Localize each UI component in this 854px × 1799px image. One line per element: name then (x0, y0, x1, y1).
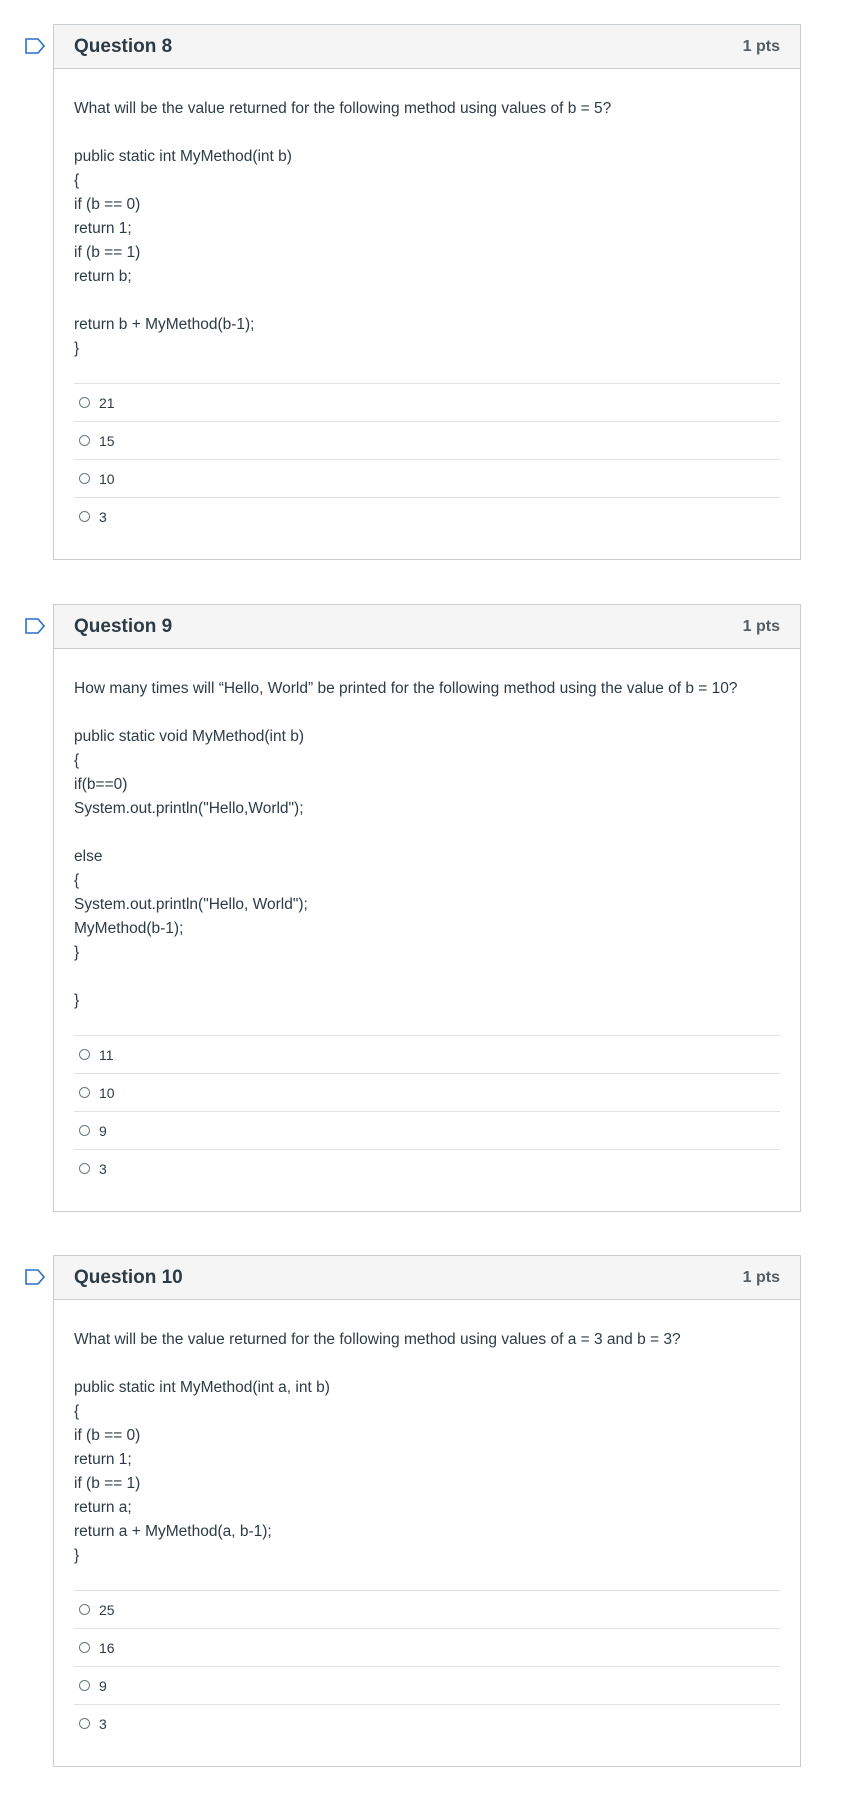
code-line: { (74, 752, 80, 769)
answer-option[interactable] (74, 1591, 780, 1629)
answer-label: 10 (99, 470, 115, 487)
code-block (74, 1376, 780, 1568)
answer-option[interactable] (74, 1150, 780, 1187)
flag-question-icon[interactable] (25, 38, 45, 54)
code-line (74, 965, 780, 989)
code-line: MyMethod(b-1); (74, 920, 184, 937)
code-line (74, 289, 780, 313)
question-header (54, 605, 800, 649)
radio-button[interactable] (79, 1163, 90, 1174)
answer-option[interactable] (74, 1629, 780, 1667)
question-header (54, 25, 800, 69)
answer-list (74, 1035, 780, 1187)
question-prompt: What will be the value returned for the following method using values of b = 5? (74, 100, 612, 117)
answer-label: 11 (99, 1046, 114, 1063)
code-line (74, 821, 780, 845)
radio-button[interactable] (79, 1125, 90, 1136)
answer-label: 25 (99, 1601, 115, 1618)
question-card (53, 1255, 801, 1767)
radio-button[interactable] (79, 435, 90, 446)
flag-question-icon[interactable] (25, 618, 45, 634)
question-body (54, 1300, 800, 1764)
answer-option[interactable] (74, 1074, 780, 1112)
answer-label: 9 (99, 1122, 107, 1139)
flag-question-icon[interactable] (25, 1269, 45, 1285)
question-card (53, 604, 801, 1212)
question-body (54, 69, 800, 557)
code-line: public static int MyMethod(int b) (74, 148, 292, 165)
answer-label: 3 (99, 1715, 107, 1732)
code-line: { (74, 872, 80, 889)
radio-button[interactable] (79, 1049, 90, 1060)
answer-list (74, 383, 780, 535)
radio-button[interactable] (79, 397, 90, 408)
question-prompt: What will be the value returned for the following method using values of a = 3 and b = 3? (74, 1331, 681, 1348)
radio-button[interactable] (79, 1718, 90, 1729)
code-line: public static void MyMethod(int b) (74, 728, 305, 745)
question-prompt: How many times will “Hello, World” be printed for the following method using the value of b = 10? (74, 680, 738, 697)
code-line: return a + MyMethod(a, b-1); (74, 1523, 272, 1540)
answer-option[interactable] (74, 384, 780, 422)
answer-option[interactable] (74, 498, 780, 535)
code-line: return 1; (74, 1451, 132, 1468)
radio-button[interactable] (79, 1680, 90, 1691)
answer-option[interactable] (74, 1667, 780, 1705)
code-line: System.out.println("Hello, World"); (74, 896, 308, 913)
code-line: } (74, 992, 80, 1009)
question-points: 1 pts (742, 1268, 780, 1286)
code-line: return 1; (74, 220, 132, 237)
answer-option[interactable] (74, 1112, 780, 1150)
code-line: return a; (74, 1499, 132, 1516)
radio-button[interactable] (79, 473, 90, 484)
code-block (74, 725, 780, 1013)
code-line: if (b == 0) (74, 196, 141, 213)
code-line: } (74, 1547, 80, 1564)
answer-list (74, 1590, 780, 1742)
code-line: return b + MyMethod(b-1); (74, 316, 255, 333)
radio-button[interactable] (79, 511, 90, 522)
code-line: if (b == 1) (74, 244, 141, 261)
code-line: public static int MyMethod(int a, int b) (74, 1379, 330, 1396)
code-line: return b; (74, 268, 132, 285)
code-block (74, 145, 780, 361)
code-line: if(b==0) (74, 776, 128, 793)
question-body (54, 649, 800, 1209)
code-line: System.out.println("Hello,World"); (74, 800, 304, 817)
radio-button[interactable] (79, 1642, 90, 1653)
answer-option[interactable] (74, 460, 780, 498)
answer-label: 15 (99, 432, 115, 449)
radio-button[interactable] (79, 1087, 90, 1098)
answer-label: 10 (99, 1084, 115, 1101)
code-line: if (b == 1) (74, 1475, 141, 1492)
answer-option[interactable] (74, 1036, 780, 1074)
code-line: { (74, 172, 80, 189)
question-points: 1 pts (742, 37, 780, 55)
code-line: { (74, 1403, 80, 1420)
answer-option[interactable] (74, 422, 780, 460)
question-title: Question 9 (74, 615, 173, 637)
question-card (53, 24, 801, 560)
question-title: Question 10 (74, 1266, 183, 1288)
answer-label: 9 (99, 1677, 107, 1694)
question-header (54, 1256, 800, 1300)
answer-label: 16 (99, 1639, 115, 1656)
radio-button[interactable] (79, 1604, 90, 1615)
question-title: Question 8 (74, 35, 173, 57)
code-line: else (74, 848, 103, 865)
answer-option[interactable] (74, 1705, 780, 1742)
answer-label: 3 (99, 1160, 107, 1177)
question-points: 1 pts (742, 617, 780, 635)
answer-label: 21 (99, 394, 115, 411)
code-line: } (74, 340, 80, 357)
code-line: if (b == 0) (74, 1427, 141, 1444)
answer-label: 3 (99, 508, 107, 525)
code-line: } (74, 944, 80, 961)
